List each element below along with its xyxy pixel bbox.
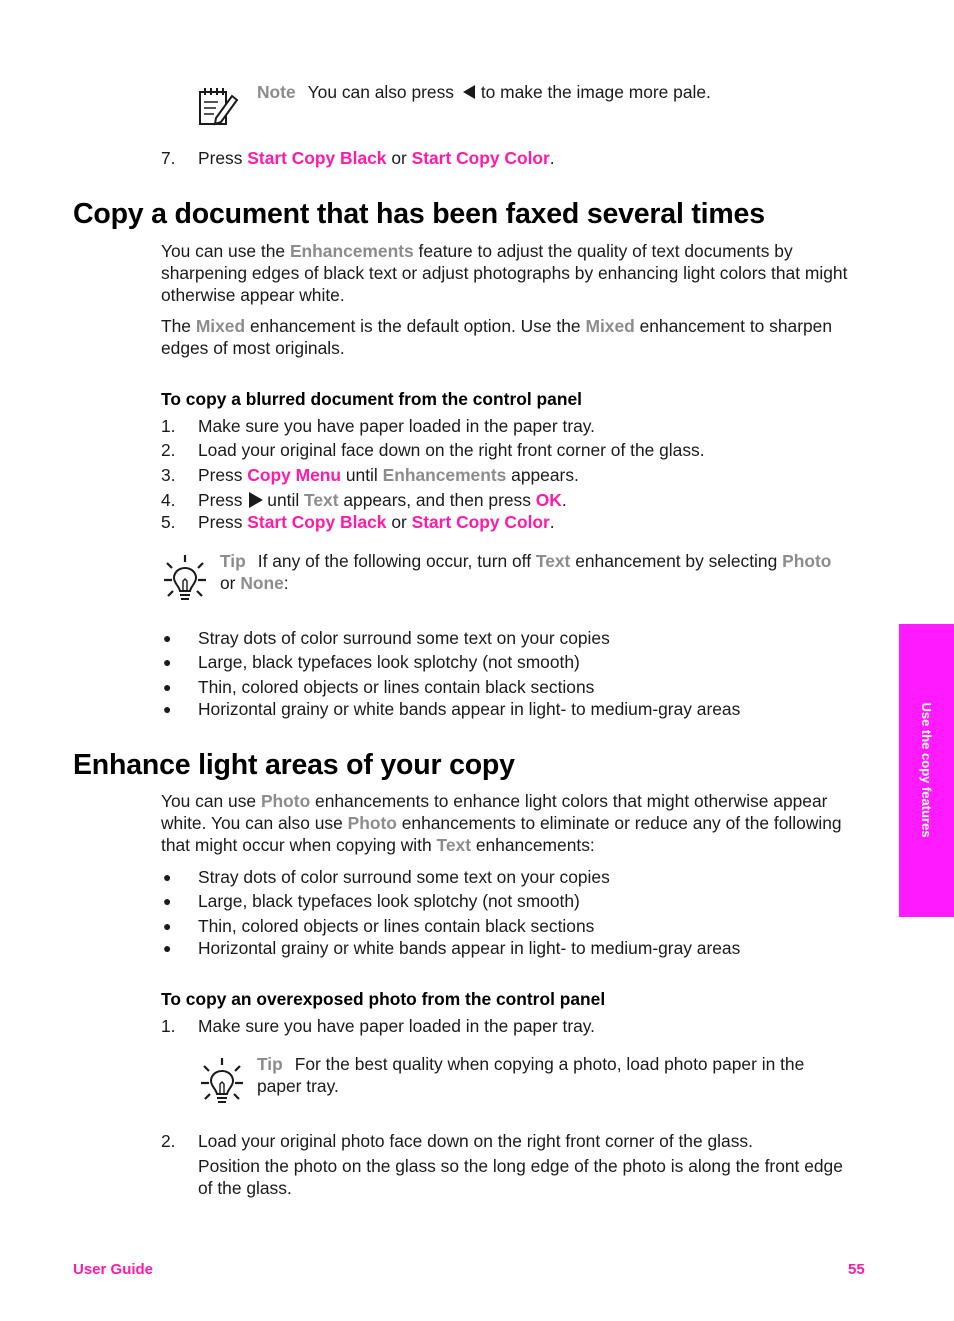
paragraph: You can use Photo enhancements to enhance light colors that might otherwise appear white. You can also use Photo enhancements to eliminate or reduce any of the following that might occur when copying with Text enhancements:: [161, 791, 842, 855]
note-label: Note: [257, 82, 296, 102]
lightbulb-icon: [199, 1056, 245, 1106]
note-icon: [196, 84, 240, 128]
footer-title: User Guide: [73, 1261, 154, 1278]
right-arrow-icon: [249, 492, 263, 508]
tip-text: Tip If any of the following occur, turn off Text enhancement by selecting Photo or None:: [220, 551, 832, 593]
start-copy-color-button-ref: Start Copy Color: [411, 148, 550, 168]
paragraph: The Mixed enhancement is the default option. Use the Mixed enhancement to sharpen edges of most originals.: [161, 316, 832, 358]
start-copy-black-button-ref: Start Copy Black: [247, 148, 387, 168]
tip-text: Tip For the best quality when copying a photo, load photo paper in the paper tray.: [257, 1054, 805, 1096]
procedure-heading: To copy an overexposed photo from the control panel: [161, 989, 606, 1009]
section-heading-enhance-light: Enhance light areas of your copy: [73, 749, 515, 781]
procedure-heading: To copy a blurred document from the control panel: [161, 389, 582, 409]
page-number: 55: [848, 1261, 865, 1278]
lightbulb-icon: [162, 553, 208, 603]
section-heading-faxed: Copy a document that has been faxed several times: [73, 198, 765, 230]
note-text: Note You can also press to make the image more pale.: [257, 82, 711, 102]
chapter-side-tab: Use the copy features: [899, 624, 954, 917]
paragraph: You can use the Enhancements feature to adjust the quality of text documents by sharpening edges of black text or adjust photographs by enhancing light colors that might otherwise appear white.: [161, 241, 848, 305]
left-arrow-icon: [463, 85, 475, 99]
